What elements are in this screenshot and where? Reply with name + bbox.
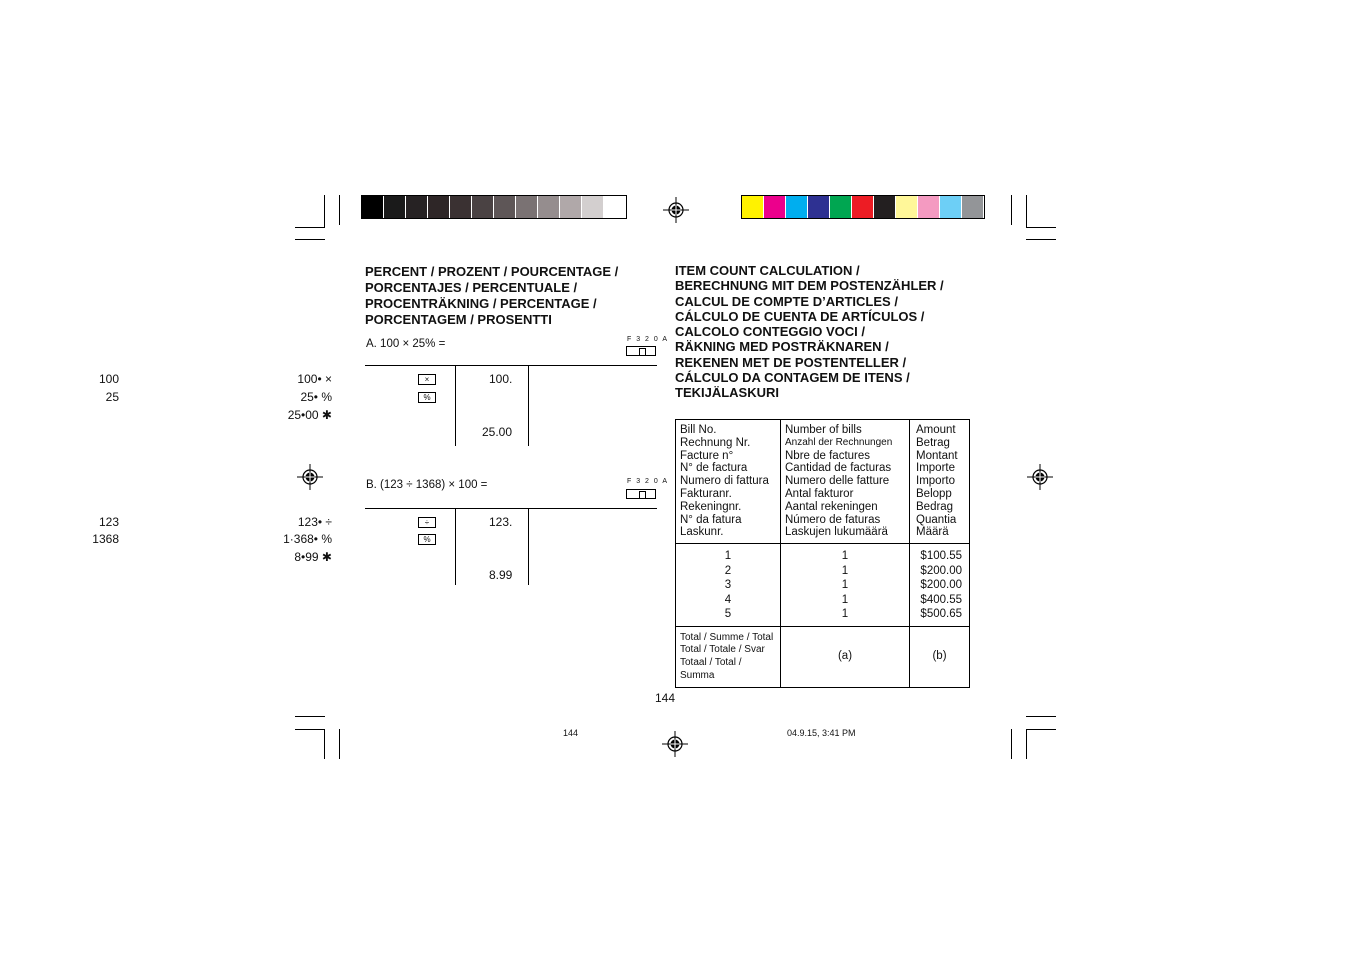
page-number: 144 <box>655 691 676 705</box>
color-swatch <box>786 196 808 218</box>
color-swatch <box>604 196 626 218</box>
color-swatch <box>940 196 962 218</box>
header-bill-no: Bill No. Rechnung Nr. Facture n° N° de factura Numero di fattura Fakturanr. Rekeningnr. N° da fatura Laskunr. <box>676 420 781 544</box>
heading-line: CÁLCULO DA CONTAGEM DE ITENS / <box>675 370 910 386</box>
grayscale-calibration-bar <box>361 195 627 219</box>
switch-position-icon <box>626 489 656 499</box>
display-result: 8.99 <box>489 568 513 582</box>
entry-number: 123 <box>98 515 119 529</box>
item-count-heading <box>675 263 944 401</box>
color-swatch <box>764 196 786 218</box>
heading-line: PROCENTRÄKNING / PERCENTAGE / <box>365 296 597 311</box>
color-swatch <box>384 196 406 218</box>
color-swatch <box>918 196 940 218</box>
color-swatch <box>472 196 494 218</box>
heading-line: RÄKNING MED POSTRÄKNAREN / <box>675 339 889 355</box>
percent-heading <box>365 264 618 328</box>
color-swatch <box>428 196 450 218</box>
bill-count-cell: 1 1 1 1 1 <box>781 544 910 627</box>
registration-mark-icon <box>297 464 323 490</box>
heading-line: BERECHNUNG MIT DEM POSTENZÄHLER / <box>675 278 944 294</box>
color-swatch <box>582 196 604 218</box>
switch-position-icon <box>626 346 656 356</box>
print-line: 100• × <box>297 372 332 386</box>
bills-table <box>675 419 970 688</box>
total-label-cell: Total / Summe / Total Total / Totale / Svar Totaal / Total / Summa <box>676 626 781 687</box>
color-swatch <box>962 196 984 218</box>
heading-line: PORCENTAGEM / PROSENTTI <box>365 312 552 327</box>
color-swatch <box>560 196 582 218</box>
slug-timestamp: 04.9.15, 3:41 PM <box>787 728 856 738</box>
color-calibration-bar <box>741 195 985 219</box>
print-line: 8•99 ✱ <box>294 550 332 564</box>
heading-line: CALCUL DE COMPTE D’ARTICLES / <box>675 293 898 309</box>
color-swatch <box>742 196 764 218</box>
color-swatch <box>362 196 384 218</box>
color-swatch <box>516 196 538 218</box>
heading-line: REKENEN MET DE POSTENTELLER / <box>675 354 907 370</box>
header-number-of-bills: Number of bills Anzahl der Rechnungen Nbre de factures Cantidad de facturas Numero delle fatture Antal fakturor Aantal rekeningen Número de faturas Laskujen lukumäärä <box>781 420 910 544</box>
total-amount-cell: (b) <box>910 626 970 687</box>
entry-number: 1368 <box>92 532 119 546</box>
color-swatch <box>406 196 428 218</box>
slug-page-number: 144 <box>563 728 579 738</box>
display-value: 123. <box>489 515 513 529</box>
total-row <box>676 626 970 687</box>
example-b-equation: B. (123 ÷ 1368) × 100 = <box>366 479 488 491</box>
percent-key: % <box>418 534 436 545</box>
display-value: 100. <box>489 372 513 386</box>
bill-number-cell: 1 2 3 4 5 <box>676 544 781 627</box>
print-line: 123• ÷ <box>297 515 332 529</box>
print-line: 25• % <box>300 390 332 404</box>
total-count-cell: (a) <box>781 626 910 687</box>
amount-cell: $100.55 $200.00 $200.00 $400.55 $500.65 <box>910 544 970 627</box>
example-a-equation: A. 100 × 25% = <box>366 338 446 350</box>
registration-mark-icon <box>663 197 689 223</box>
registration-mark-icon <box>662 731 688 757</box>
table-row <box>676 544 970 627</box>
entry-number: 100 <box>98 372 119 386</box>
percent-key: % <box>418 392 436 403</box>
heading-line: PORCENTAJES / PERCENTUALE / <box>365 280 578 295</box>
color-swatch <box>852 196 874 218</box>
color-swatch <box>450 196 472 218</box>
heading-line: CÁLCULO DE CUENTA DE ARTÍCULOS / <box>675 308 925 324</box>
heading-line: CALCOLO CONTEGGIO VOCI / <box>675 324 865 340</box>
switch-label: F 3 2 0 A <box>627 478 669 485</box>
color-swatch <box>874 196 896 218</box>
entry-number: 25 <box>105 390 119 404</box>
color-swatch <box>494 196 516 218</box>
display-result: 25.00 <box>482 425 513 439</box>
header-amount: Amount Betrag Montant Importe Importo Belopp Bedrag Quantia Määrä <box>910 420 970 544</box>
color-swatch <box>808 196 830 218</box>
print-line: 25•00 ✱ <box>287 408 332 422</box>
color-swatch <box>830 196 852 218</box>
table-header-row <box>676 420 970 544</box>
registration-mark-icon <box>1027 464 1053 490</box>
color-swatch <box>538 196 560 218</box>
divide-key: ÷ <box>418 517 436 528</box>
print-line: 1·368• % <box>283 532 332 546</box>
heading-line: PERCENT / PROZENT / POURCENTAGE / <box>365 264 619 279</box>
heading-line: ITEM COUNT CALCULATION / <box>675 263 860 278</box>
color-swatch <box>896 196 918 218</box>
switch-label: F 3 2 0 A <box>627 336 669 343</box>
heading-line: TEKIJÄLASKURI <box>675 385 780 401</box>
multiply-key: × <box>418 374 436 385</box>
